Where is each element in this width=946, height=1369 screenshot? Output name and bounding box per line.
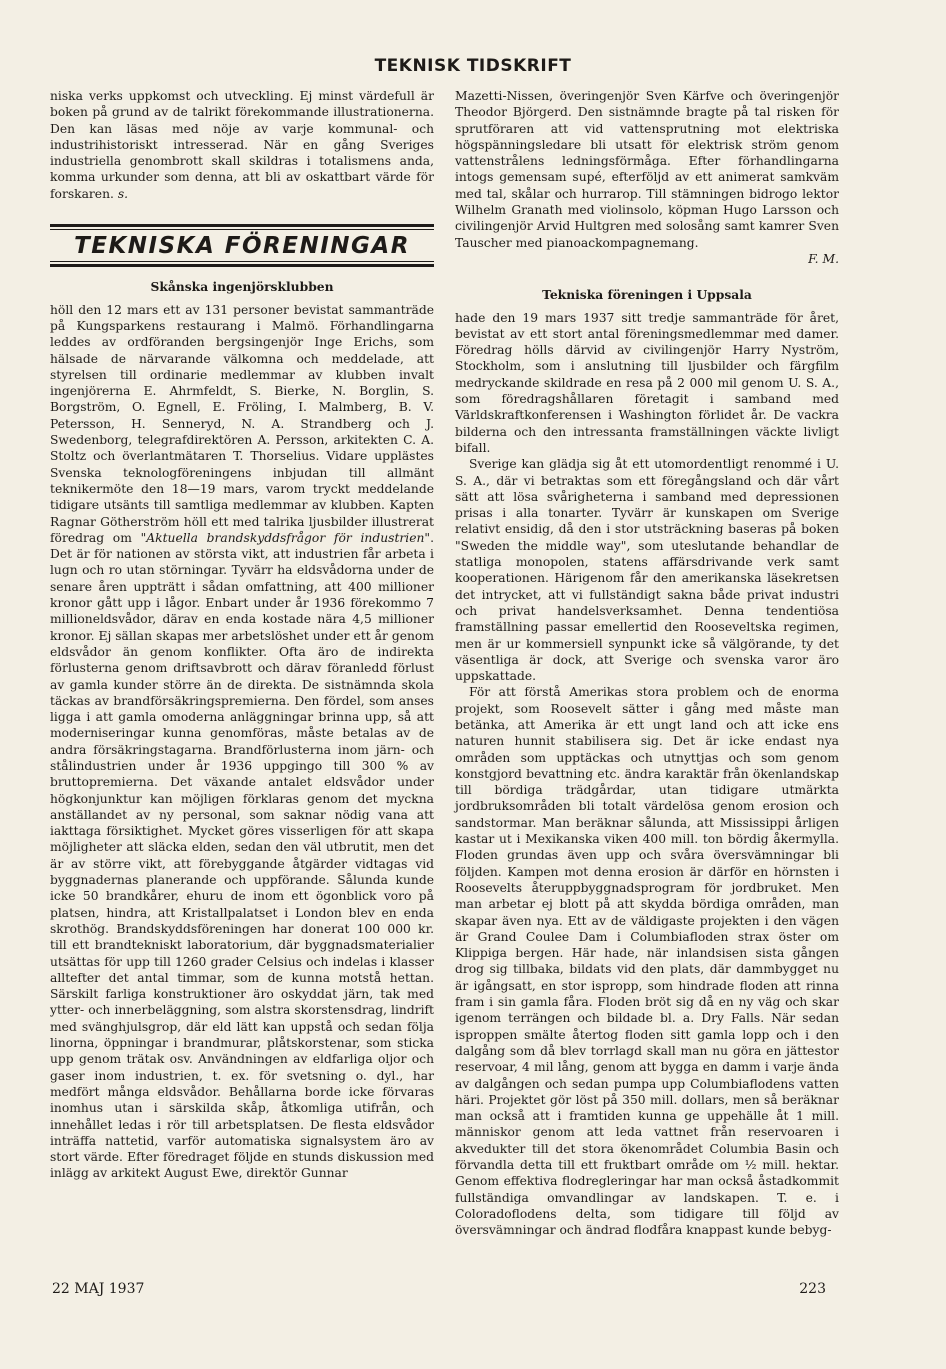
banner-rule-top-thick xyxy=(50,224,434,227)
skanska-text-2: . Det är för nationen av största vikt, att industrien får arbeta i lugn och ro utan störningar. Tyvärr ha eldsvådorna under de senare åren uppträtt i sådan omfattning, att 400 millioner kronor gått upp i lågor. Enbart under år 1936 förekommo 7 millioneldsvådor, därav en enda kostade nära 4,5 millioner kronor. Ej sällan skapas mer arbetslöshet under ett år genom eldsvådor än genom konflikter. Ofta äro de indirekta förlusterna genom driftsavbrott och därav föranledd förlust av gamla kunder större än de direkta. De sistnämnda skola täckas av brandförsäkringspremierna. Den fördel, som anses ligga i att gamla omoderna anläggningar brinna upp, så att moderniseringar kunna genomföras, måste betalas av de andra försäkringstagarna. Brandförlusterna inom järn- och stålindustrien under år 1936 uppgingo till 300 % av bruttopremierna. Det växande antalet eldsvådor under högkonjunktur kan möjligen förklaras genom det myckna anställandet av ny personal, som saknar nödig vana att iakttaga försiktighet. Mycket göres visserligen för att skapa möjligheter att släcka elden, sedan den väl utbrutit, men det är av större vikt, att förebyggande åtgärder vidtagas vid byggnadernas planerande och uppförande. Sålunda kunde icke 50 brandkårer, ehuru de inom ett ögonblick voro på platsen, hindra, att Kristallpalatset i London blev en enda skrothög. Brandskyddsföreningen har donerat 100 000 kr. till ett brandtekniskt laboratorium, där byggnadsmaterialier utsättas för upp till 1260 grader Celsius och indelas i klasser alltefter det antal timmar, som de kunna motstå hettan. Särskilt farliga konstruktioner äro oskyddat järn, tak med ytter- och innerbeläggning, som alstra skorstensdrag, lindrift med svänghjulsgrop, där eld lätt kan uppstå och sedan följa linorna, öppningar i brandmurar, plåtskorstenar, som sticka upp genom trätak osv. Användningen av eldfarliga oljor och gaser inom industrien, t. ex. för svetsning o. dyl., har medfört många eldsvådor. Behållarna borde icke förvaras inomhus utan i särskilda skåp, åtkomliga utifrån, och innehållet ledas i rör till arbetsplatsen. De flesta eldsvådor inträffa nattetid, varför automatiska signalsystem äro av stort värde. Efter föredraget följde en stunds diskussion med inlägg av arkitekt August Ewe, direktör Gunnar xyxy=(50,530,434,1181)
skanska-text-1: höll den 12 mars ett av 131 personer bevistat sammanträde på Kungsparkens restaurang i Malmö. Förhandlingarna leddes av ordföranden bergsingenjör Inge Erichs, som hälsade de närvarande välkomna och meddelade, att styrelsen till ordinarie medlemmar av klubben invalt ingenjörerna E. Ahrmfeldt, S. Bierke, N. Borglin, S. Borgström, O. Egnell, E. Fröling, I. Malmberg, B. V. Petersson, H. Senneryd, N. A. Strandberg och J. Swedenborg, telegrafdirektören A. Persson, arkitekten C. A. Stoltz och överlantmätaren T. Thorselius. Vidare upplästes Svenska teknologföreningens inbjudan till allmänt teknikermöte den 18—19 mars, varom tryckt meddelande tidigare utsänts till samtliga medlemmar av klubben. Kapten Ragnar Götherström höll ett med talrika ljusbilder illustrerat föredrag om xyxy=(50,302,434,545)
right-column xyxy=(455,88,839,1238)
uppsala-paragraph-1: hade den 19 mars 1937 sitt tredje sammanträde för året, bevistat av ett stort antal föreningsmedlemmar med damer. Föredrag hölls därvid av civilingenjör Harry Nyström, Stockholm, som i anslutning till ljusbilder och färgfilm medryckande skildrade en resa på 2 000 mil genom U. S. A., som föredragshållaren företagit i samband med Världskraftkonferensen i Washington förlidet år. De vackra bilderna och den intressanta framställningen väckte livligt bifall. xyxy=(455,310,839,455)
journal-title: TEKNISK TIDSKRIFT xyxy=(374,56,572,76)
intro-paragraph xyxy=(50,88,434,202)
uppsala-paragraph-3: För att förstå Amerikas stora problem och de enorma projekt, som Roosevelt sätter i gång med måste man betänka, att Amerika är ett ungt land och att icke ens naturen hunnit stabilisera sig. Det är icke endast nya områden som upptäckas och utnyttjas och som genom konstgjord bevattning etc. ändra karaktär från ökenlandskap till bördiga trädgårdar, utan tidigare utmärkta jordbruksområden bli totalt värdelösa genom erosion och sandstormar. Man beräknar sålunda, att Mississippi årligen kastar ut i Mexikanska viken 400 mill. ton bördig åkermylla. Floden grundas även upp och svåra översvämningar bli följden. Kampen mot denna erosion är därför en hörnsten i Roosevelts återuppbyggnadsprogram för jordbruket. Men man arbetar ej blott på att skydda bördiga områden, man skapar även nya. Ett av de väldigaste projekten i den vägen är Grand Coulee Dam i Columbiafloden strax öster om Klippiga bergen. Här hade, när inlandsisen sista gången drog sig tillbaka, bildats vid den plats, där dammbygget nu är igångsatt, en stor ispropp, som hindrade floden att rinna fram i sin gamla fåra. Floden bröt sig då en ny väg och skar igenom terrängen och bildade bl. a. Dry Falls. När sedan isproppen smälte återtog floden sitt gamla lopp och i den dalgång som då blev torrlagd skall man nu göra en jättestor reservoar, 4 mil lång, genom att bygga en damm i varje ända av dalgången och sedan pumpa upp Columbiaflodens vatten häri. Projektet gör löst på 350 mill. dollars, men så beräknar man också att i framtiden kunna ge uppehälle åt 1 mill. människor genom att leda vattnet från reservoaren i akvedukter till det stora ökenområdet Columbia Basin och förvandla detta till ett fruktbart område om ½ mill. hektar. Genom effektiva flodregleringar har man också åstadkommit fullständiga omvandlingar av landskapen. T. e. i Coloradoflodens delta, som tidigare till följd av översvämningar och ändrad flodfåra knappast kunde bebyg- xyxy=(455,685,839,1238)
skanska-lecture-title: "Aktuella brandskyddsfrågor för industrien" xyxy=(140,530,431,545)
skanska-signature: F. M. xyxy=(808,251,839,266)
footer-page-number: 223 xyxy=(799,1281,826,1297)
left-column xyxy=(50,88,434,1182)
skanska-paragraph xyxy=(50,302,434,1182)
intro-text: niska verks uppkomst och utveckling. Ej minst värdefull är boken på grund av de talrikt förekommande illustrationerna. Den kan läsas med nöje av varje kommunal- och industrihistoriskt intresserad. När en gång Sveriges industriella genombrott skall skildras i totalismens anda, komma urkunder som denna, att bli av oskattbart värde för forskaren. xyxy=(50,89,434,201)
skanska-heading: Skånska ingenjörsklubben xyxy=(150,279,334,295)
uppsala-heading: Tekniska föreningen i Uppsala xyxy=(542,287,752,303)
uppsala-paragraph-2: Sverige kan glädja sig åt ett utomordentligt renommé i U. S. A., där vi betraktas som ett föregångsland och där vårt sätt att lösa svårigheterna i samband med depressionen prisas i alla tonarter. Tyvärr är kunskapen om Sverige relativt ensidig, då den i stor utsträckning baseras på boken "Sweden the middle way", som uteslutande behandlar de statliga monopolen, statens affärsdrivande verk samt kooperationen. Härigenom får den amerikanska läsekretsen det intrycket, att vi fullständigt sakna både privat industri och privat handelsverksamhet. Denna tendentiösa framställning passar emellertid den Rooseveltska regimen, men är ur kommersiell synpunkt icke så välgörande, ty det väsentliga är dock, att Sverige och svenska varor äro uppskattade. xyxy=(455,457,839,684)
section-banner xyxy=(50,224,434,267)
skanska-continuation: Mazetti-Nissen, överingenjör Sven Kärfve och överingenjör Theodor Björgerd. Den sistnämnde bragte på tal risken för sprutföraren att vid vattensprutning mot elektriska högspänningsledare bli utsatt för elektrisk ström genom vattenstrålens ledningsförmåga. Efter förhandlingarna intogs gemensam supé, efterföljd av ett animerat samkväm med tal, skålar och hurrarop. Till stämningen bidrogo lektor Wilhelm Granath med violinsolo, köpman Hugo Larsson och civilingenjör Arvid Hultgren med solosång samt kamrer Sven Tauscher med pianoackompagnemang. xyxy=(455,89,839,250)
intro-signature: s. xyxy=(117,186,129,201)
section-title: TEKNISKA FÖRENINGAR xyxy=(74,233,410,260)
footer-date: 22 MAJ 1937 xyxy=(52,1281,145,1297)
banner-rule-bottom-thick xyxy=(50,264,434,267)
banner-rule-top-thin xyxy=(50,229,434,230)
banner-rule-bottom-thin xyxy=(50,261,434,262)
